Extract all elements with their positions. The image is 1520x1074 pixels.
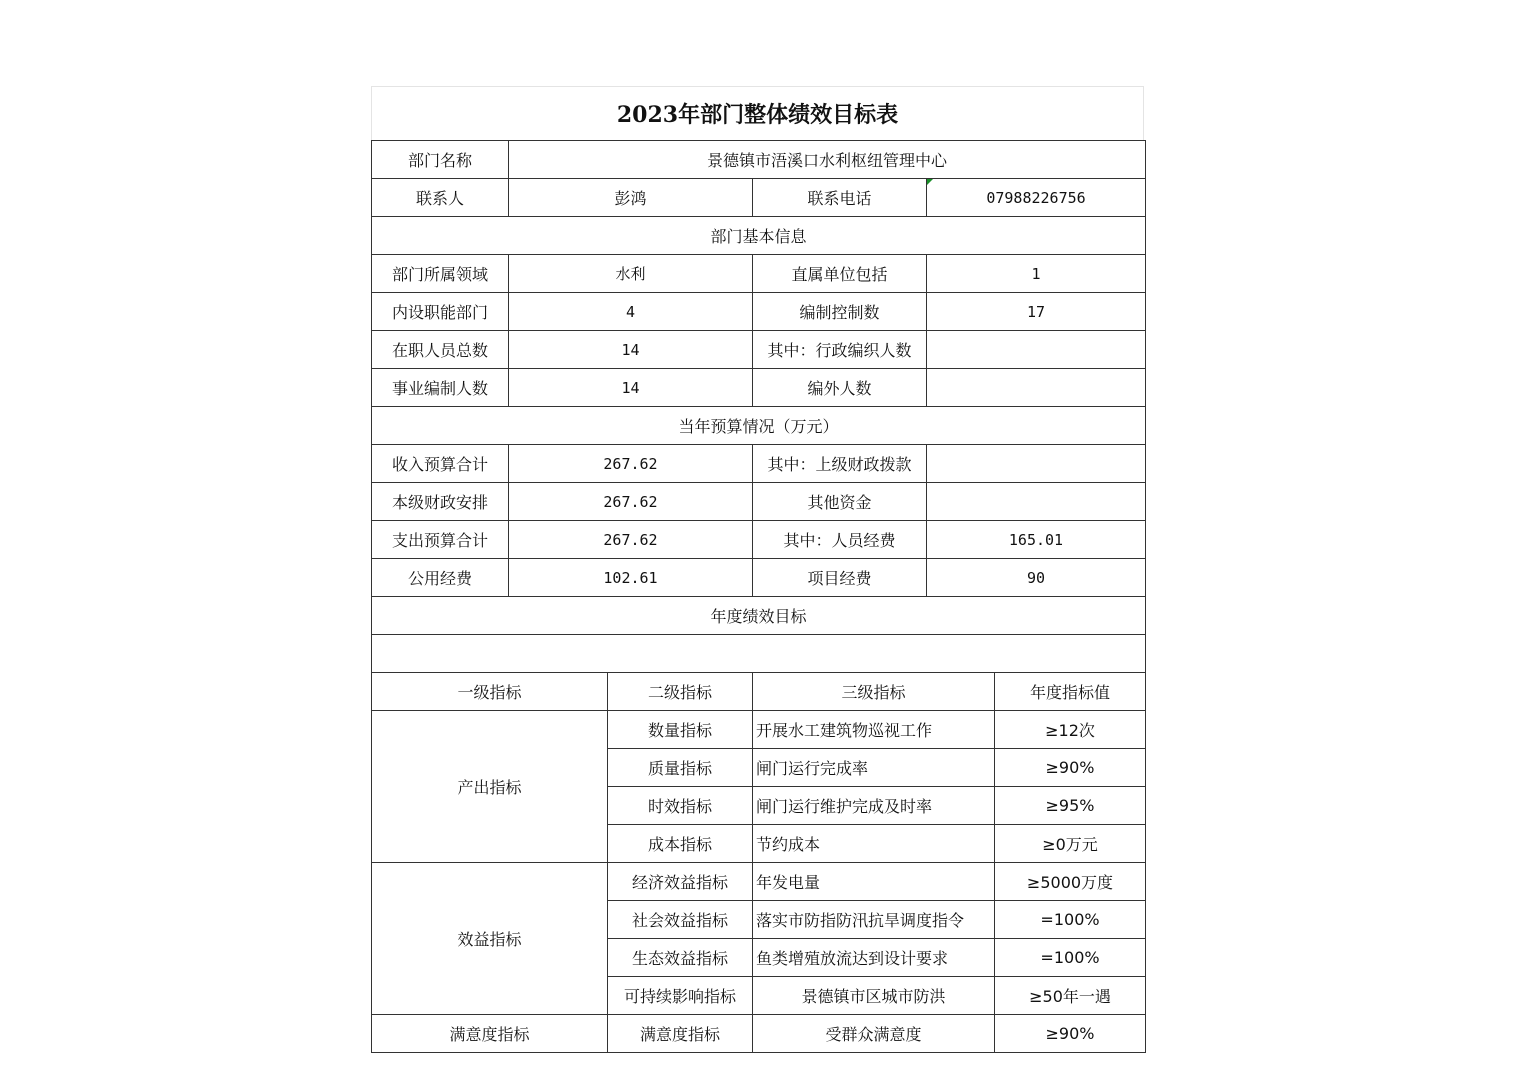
target-value: ≥12次 (995, 711, 1146, 749)
field-label: 其中：上级财政拨款 (753, 445, 927, 483)
budget-heading: 当年预算情况（万元） (372, 407, 1146, 445)
level1-indicator: 满意度指标 (372, 1015, 608, 1053)
dept-name-row (372, 141, 1146, 179)
field-value (927, 483, 1146, 521)
field-value (927, 331, 1146, 369)
level3-indicator: 闸门运行维护完成及时率 (753, 787, 995, 825)
target-value: ≥90% (995, 1015, 1146, 1053)
level3-indicator: 节约成本 (753, 825, 995, 863)
target-value: ≥95% (995, 787, 1146, 825)
field-label: 收入预算合计 (372, 445, 509, 483)
field-label: 编外人数 (753, 369, 927, 407)
dept-name-label: 部门名称 (372, 141, 509, 179)
level2-indicator: 质量指标 (608, 749, 753, 787)
table-row (372, 559, 1146, 597)
target-value: ≥50年一遇 (995, 977, 1146, 1015)
field-value: 14 (509, 331, 753, 369)
field-value: 102.61 (509, 559, 753, 597)
field-label: 在职人员总数 (372, 331, 509, 369)
field-value (927, 445, 1146, 483)
level3-indicator: 开展水工建筑物巡视工作 (753, 711, 995, 749)
level2-indicator: 生态效益指标 (608, 939, 753, 977)
basic-info-heading: 部门基本信息 (372, 217, 1146, 255)
table-row (372, 331, 1146, 369)
level2-indicator: 数量指标 (608, 711, 753, 749)
goals-heading: 年度绩效目标 (372, 597, 1146, 635)
table-row (372, 445, 1146, 483)
field-label: 编制控制数 (753, 293, 927, 331)
level2-indicator: 成本指标 (608, 825, 753, 863)
page-title: 2023年部门整体绩效目标表 (371, 86, 1144, 140)
table-row (372, 483, 1146, 521)
field-value: 水利 (509, 255, 753, 293)
field-value: 14 (509, 369, 753, 407)
field-label: 部门所属领域 (372, 255, 509, 293)
header-level3: 三级指标 (753, 673, 995, 711)
contact-value: 彭鸿 (509, 179, 753, 217)
field-label: 本级财政安排 (372, 483, 509, 521)
header-target-value: 年度指标值 (995, 673, 1146, 711)
table-row (372, 369, 1146, 407)
field-label: 支出预算合计 (372, 521, 509, 559)
field-label: 事业编制人数 (372, 369, 509, 407)
field-value: 165.01 (927, 521, 1146, 559)
level2-indicator: 社会效益指标 (608, 901, 753, 939)
contact-label: 联系人 (372, 179, 509, 217)
field-label: 其他资金 (753, 483, 927, 521)
field-value: 267.62 (509, 483, 753, 521)
field-value (927, 369, 1146, 407)
header-level2: 二级指标 (608, 673, 753, 711)
field-label: 项目经费 (753, 559, 927, 597)
level2-indicator: 时效指标 (608, 787, 753, 825)
contact-row (372, 179, 1146, 217)
field-label: 直属单位包括 (753, 255, 927, 293)
level2-indicator: 经济效益指标 (608, 863, 753, 901)
table-row (372, 521, 1146, 559)
field-label: 其中：人员经费 (753, 521, 927, 559)
level3-indicator: 景德镇市区城市防洪 (753, 977, 995, 1015)
level3-indicator: 受群众满意度 (753, 1015, 995, 1053)
performance-table (371, 140, 1146, 1053)
level3-indicator: 落实市防指防汛抗旱调度指令 (753, 901, 995, 939)
target-value: =100% (995, 939, 1146, 977)
field-label: 公用经费 (372, 559, 509, 597)
field-value: 90 (927, 559, 1146, 597)
level1-indicator: 效益指标 (372, 863, 608, 1015)
field-label: 内设职能部门 (372, 293, 509, 331)
phone-value: 07988226756 (927, 179, 1146, 217)
level2-indicator: 满意度指标 (608, 1015, 753, 1053)
target-value: =100% (995, 901, 1146, 939)
field-value: 4 (509, 293, 753, 331)
field-value: 1 (927, 255, 1146, 293)
indicator-row (372, 1015, 1146, 1053)
indicator-row (372, 711, 1146, 749)
level2-indicator: 可持续影响指标 (608, 977, 753, 1015)
target-value: ≥90% (995, 749, 1146, 787)
level3-indicator: 鱼类增殖放流达到设计要求 (753, 939, 995, 977)
field-value: 17 (927, 293, 1146, 331)
phone-label: 联系电话 (753, 179, 927, 217)
performance-table-sheet (371, 86, 1144, 1053)
indicator-row (372, 863, 1146, 901)
level3-indicator: 年发电量 (753, 863, 995, 901)
table-row (372, 293, 1146, 331)
goals-text (372, 635, 1146, 673)
header-level1: 一级指标 (372, 673, 608, 711)
target-value: ≥5000万度 (995, 863, 1146, 901)
level1-indicator: 产出指标 (372, 711, 608, 863)
field-value: 267.62 (509, 521, 753, 559)
level3-indicator: 闸门运行完成率 (753, 749, 995, 787)
table-row (372, 255, 1146, 293)
field-label: 其中：行政编织人数 (753, 331, 927, 369)
dept-name-value: 景德镇市浯溪口水利枢纽管理中心 (509, 141, 1146, 179)
field-value: 267.62 (509, 445, 753, 483)
target-value: ≥0万元 (995, 825, 1146, 863)
